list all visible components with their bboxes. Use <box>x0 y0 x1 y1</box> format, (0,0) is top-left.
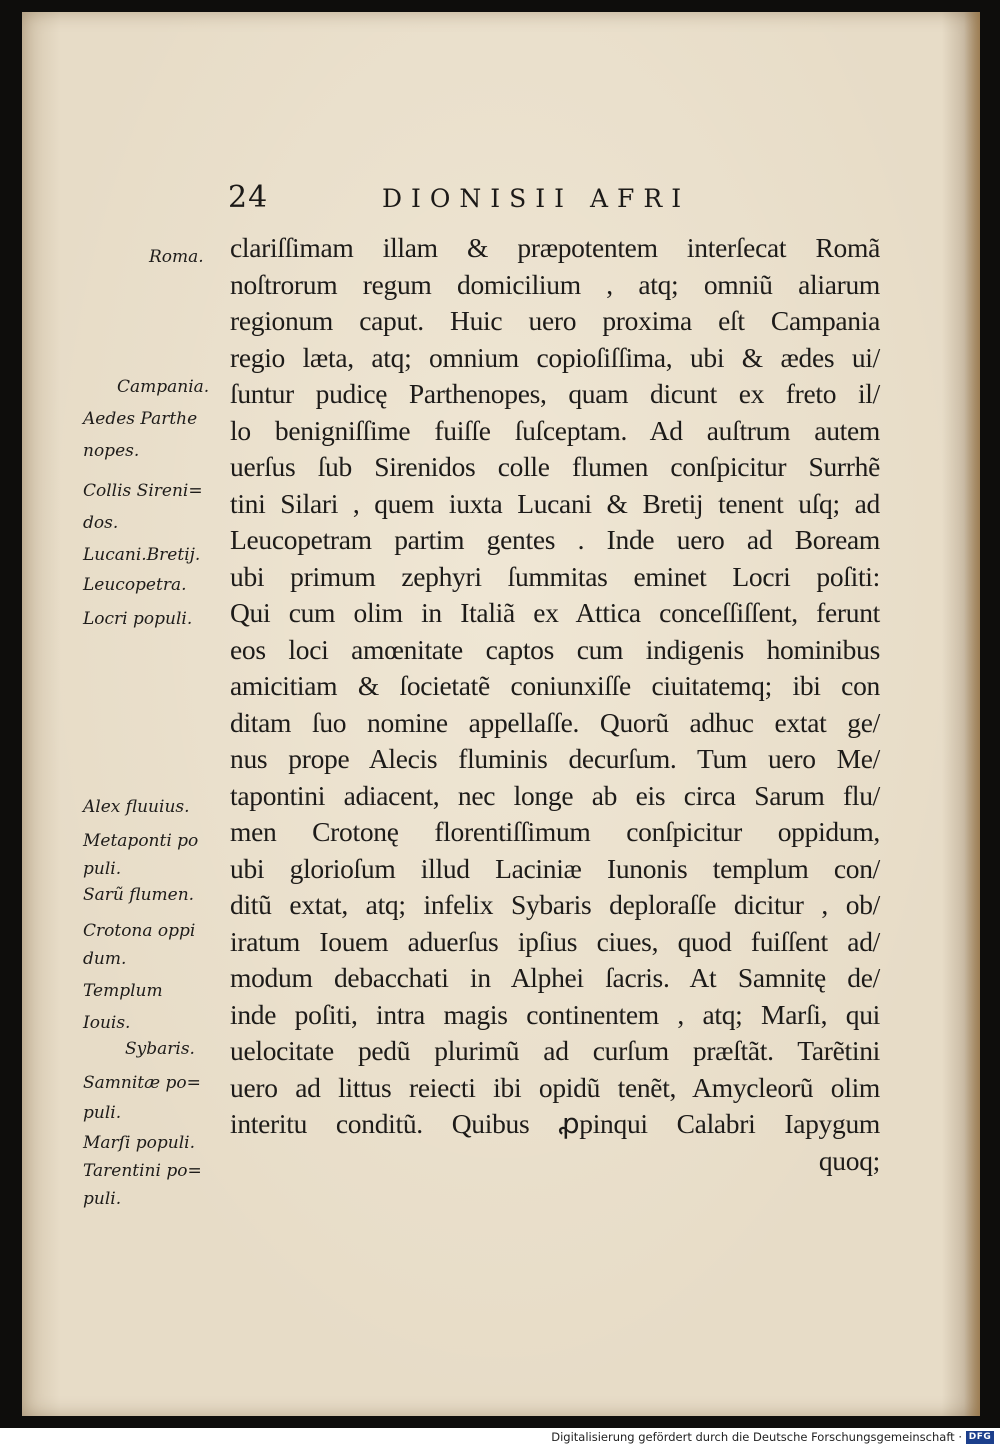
margin-note: nopes. <box>83 441 140 461</box>
margin-note: Sybaris. <box>125 1039 195 1059</box>
page-number: 24 <box>228 180 269 215</box>
text-line: ubi glorioſum illud Laciniæ Iunonis templum con/ <box>230 852 880 884</box>
text-line: lo benigniſſime fuiſſe ſuſceptam. Ad auſtrum autem <box>230 414 880 446</box>
page-header <box>22 180 980 230</box>
margin-note: puli. <box>83 859 122 879</box>
text-line: inde poſiti, intra magis continentem , atq; Marſi, qui <box>230 998 880 1030</box>
text-line: regio læta, atq; omnium copioſiſſima, ubi & ædes ui/ <box>230 341 880 373</box>
text-line: modum debacchati in Alphei ſacris. At Samnitę de/ <box>230 962 880 993</box>
margin-note: Iouis. <box>83 1013 131 1033</box>
margin-note: puli. <box>83 1189 122 1209</box>
margin-note: Campania. <box>117 377 210 397</box>
text-line: iratum Iouem aduerſus ipſius ciues, quod fuiſſent ad/ <box>230 925 880 957</box>
text-line: uelocitate pedũ plurimũ ad curſum præſtãt. Tarẽtini <box>230 1035 880 1066</box>
margin-note: Aedes Parthe <box>83 409 198 429</box>
main-text <box>230 230 880 1179</box>
margin-note: Crotona oppi <box>83 921 196 941</box>
text-line: ditũ extat, atq; infelix Sybaris deploraſſe dicitur , ob/ <box>230 889 880 920</box>
digitization-footer <box>0 1428 1000 1447</box>
margin-notes <box>77 237 252 1237</box>
margin-note: Leucopetra. <box>83 575 187 595</box>
catchword: quoq; <box>818 1144 880 1176</box>
margin-note: Templum <box>83 981 163 1001</box>
book-page <box>22 12 980 1416</box>
margin-note: Sarũ flumen. <box>83 885 195 905</box>
margin-note: Samnitæ po= <box>83 1073 201 1093</box>
margin-note: Roma. <box>149 247 204 267</box>
margin-note: Tarentini po= <box>83 1161 202 1181</box>
margin-note: dum. <box>83 949 127 969</box>
text-line: ubi primum zephyri ſummitas eminet Locri poſiti: <box>230 560 880 592</box>
text-line: eos loci amœnitate captos cum indigenis hominibus <box>230 633 880 665</box>
margin-note: Collis Sireni= <box>83 481 203 501</box>
text-line: tini Silari , quem iuxta Lucani & Bretij tenent uſq; ad <box>230 487 880 519</box>
text-line: ditam ſuo nomine appellaſſe. Quorũ adhuc extat ge/ <box>230 706 880 738</box>
margin-note: Alex fluuius. <box>83 797 190 817</box>
text-line: regionum caput. Huic uero proxima eſt Campania <box>230 305 880 336</box>
text-line: Qui cum olim in Italiã ex Attica conceſſiſſent, ferunt <box>230 597 880 628</box>
text-line: interitu conditũ. Quibus ꝓpinqui Calabri Iapygum <box>230 1108 880 1139</box>
text-line: uerſus ſub Sirenidos colle flumen conſpicitur Surrhẽ <box>230 451 880 482</box>
text-line: ſuntur pudicę Parthenopes, quam dicunt ex freto il/ <box>230 378 880 409</box>
margin-note: Metaponti po <box>83 831 199 851</box>
text-line: clariſſimam illam & præpotentem interſecat Romã <box>230 232 880 263</box>
text-line: noſtrorum regum domicilium , atq; omniũ aliarum <box>230 268 880 300</box>
text-line: nus prope Alecis fluminis decurſum. Tum uero Me/ <box>230 743 880 774</box>
text-line: men Crotonę florentiſſimum conſpicitur oppidum, <box>230 816 880 847</box>
margin-note: Lucani.Bretij. <box>83 545 201 565</box>
margin-note: Marſi populi. <box>83 1133 196 1153</box>
margin-note: dos. <box>83 513 119 533</box>
dfg-logo: DFG <box>966 1431 994 1444</box>
funding-credit: Digitalisierung gefördert durch die Deutsche Forschungsgemeinschaft · <box>551 1430 962 1444</box>
text-line: uero ad littus reiecti ibi opidũ tenẽt, Amycleorũ olim <box>230 1071 880 1103</box>
text-line: tapontini adiacent, nec longe ab eis circa Sarum flu/ <box>230 779 880 811</box>
margin-note: Locri populi. <box>83 609 193 629</box>
running-title: DIONISII AFRI <box>382 184 691 213</box>
text-line: amicitiam & ſocietatẽ coniunxiſſe ciuitatemq; ibi con <box>230 670 880 701</box>
margin-note: puli. <box>83 1103 122 1123</box>
text-line: Leucopetram partim gentes . Inde uero ad Boream <box>230 524 880 555</box>
